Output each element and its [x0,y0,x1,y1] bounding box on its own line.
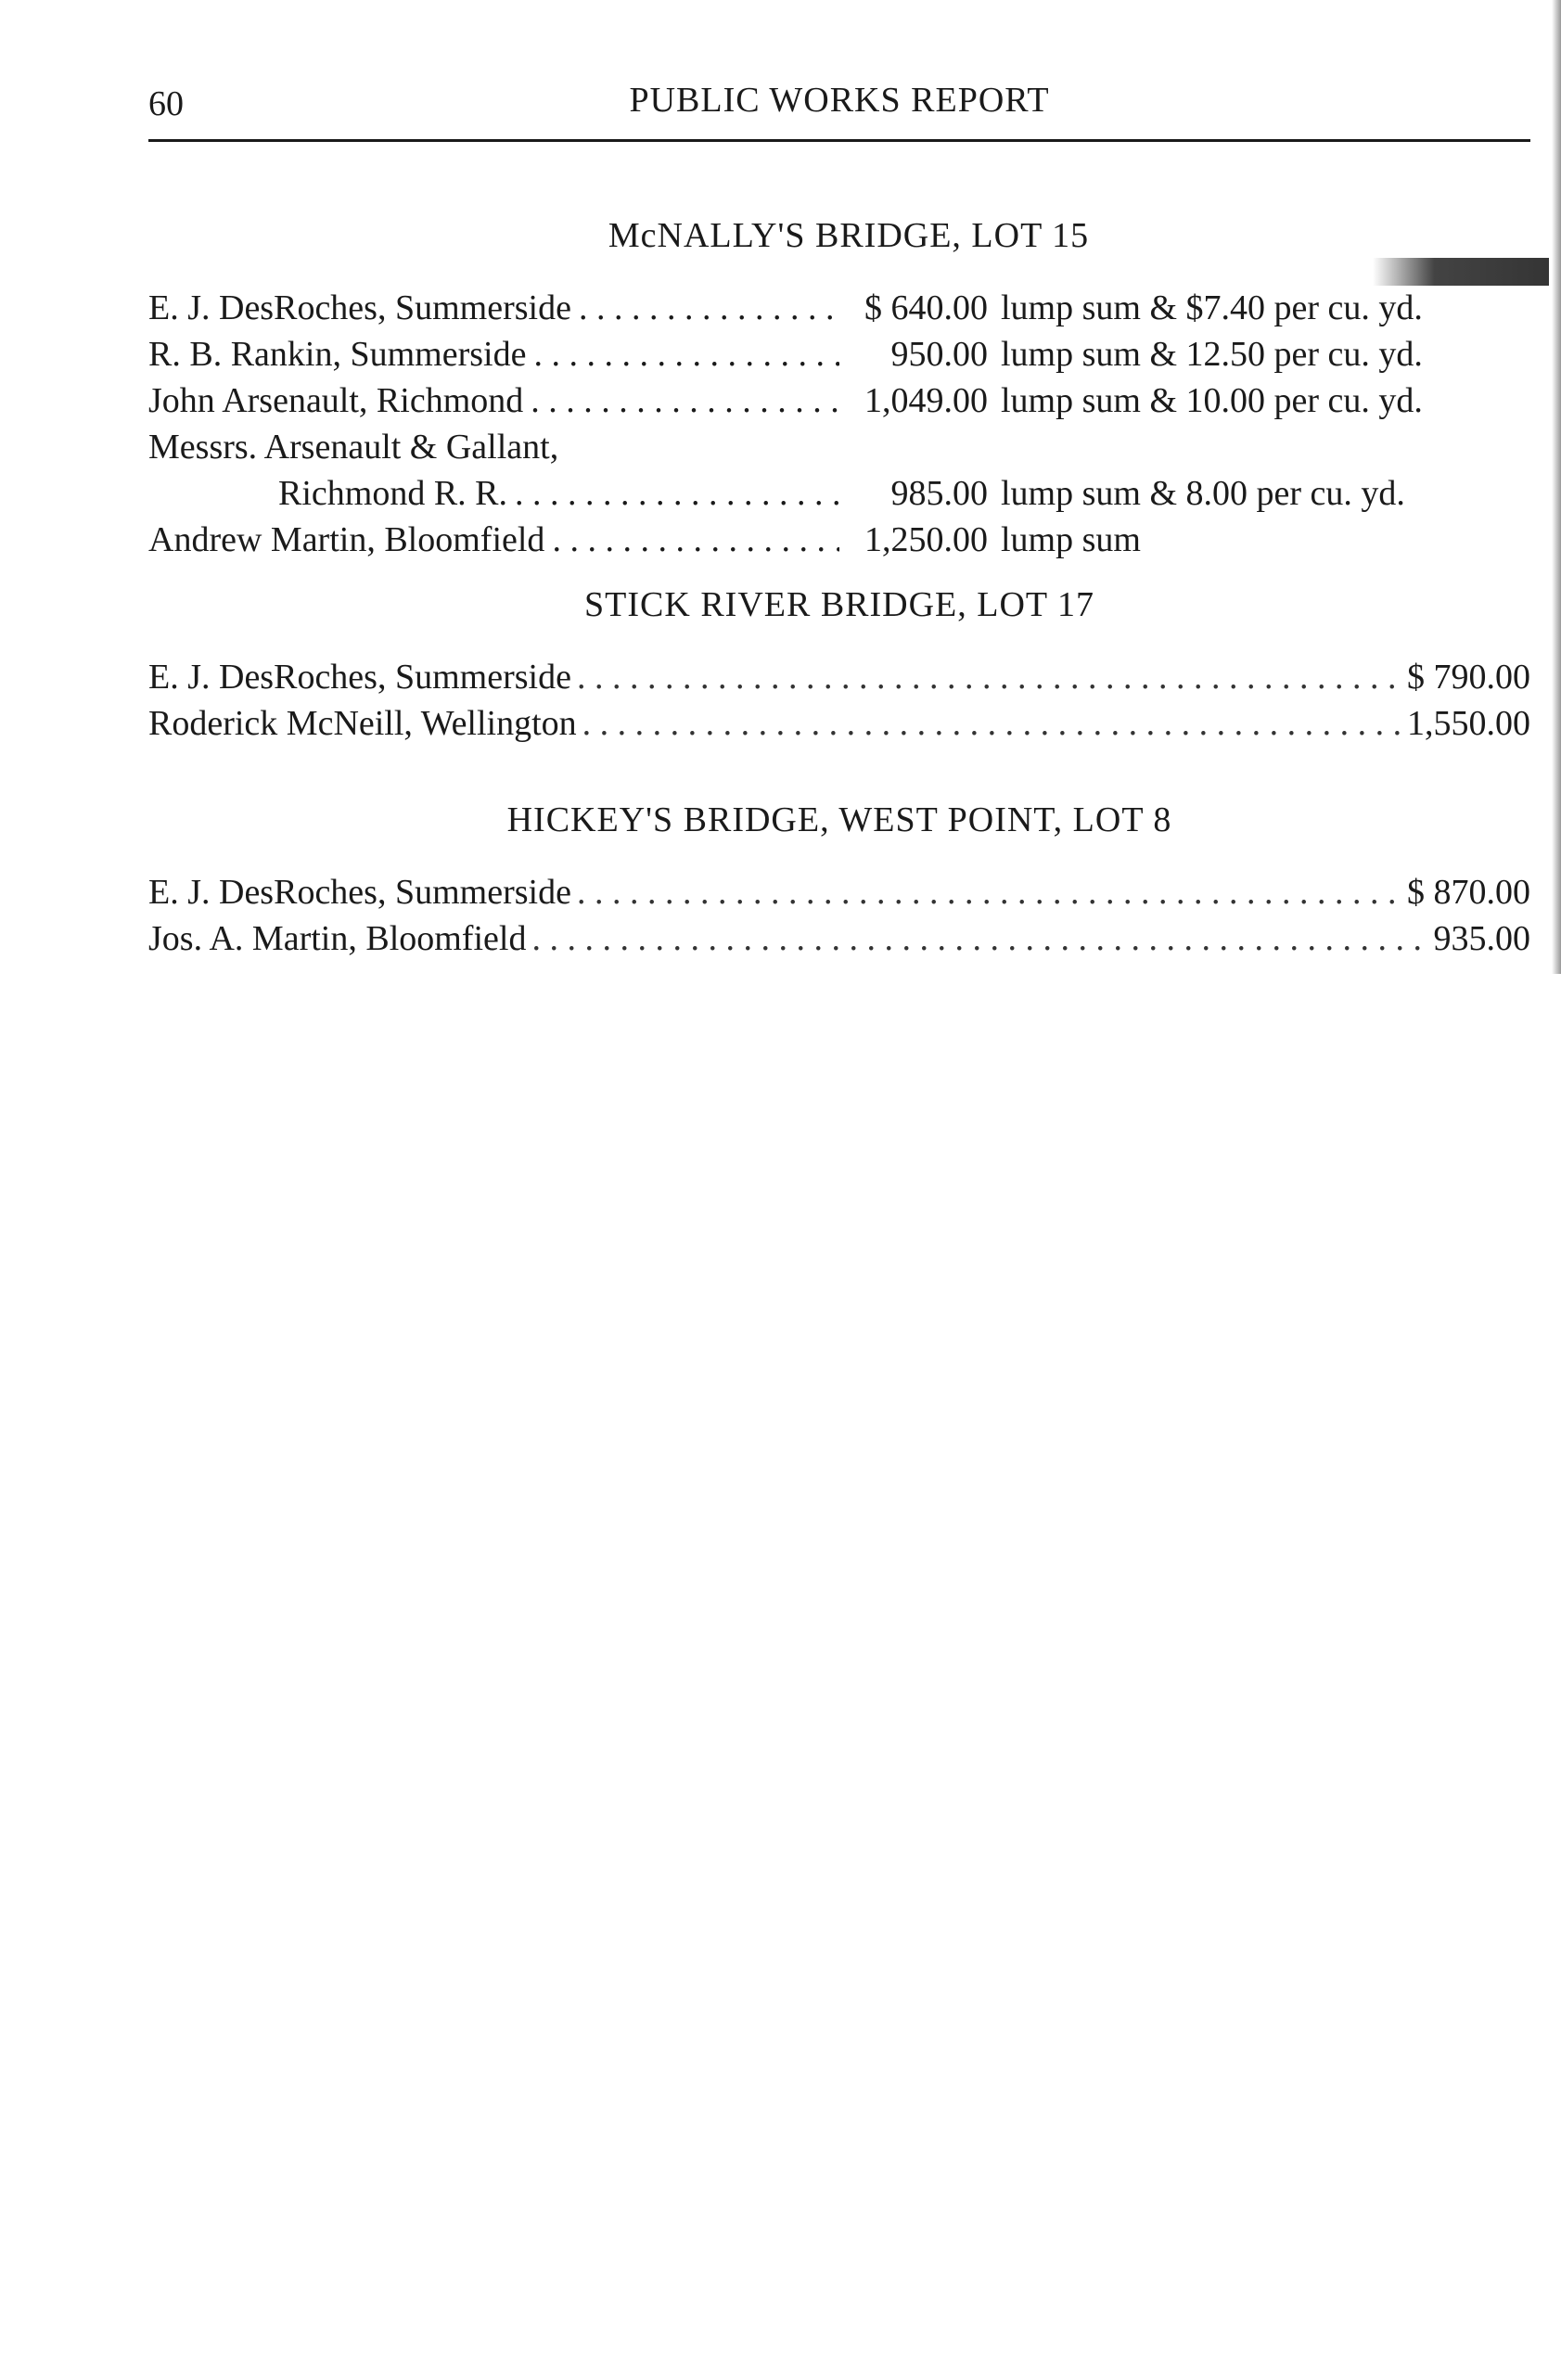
tender-row [148,473,1549,519]
dot-leader [579,288,839,328]
dot-leader [533,334,839,375]
section-hickeys-bridge [148,800,1530,965]
tender-row [148,519,1549,566]
tender-row [148,427,1549,473]
tenderer-name: Andrew Martin, Bloomfield [148,520,545,559]
tender-row [148,918,1530,965]
page-edge-shadow [1552,0,1561,974]
page-number: 60 [148,84,184,123]
tender-row [148,380,1549,427]
section-mcnallys-bridge [148,215,1549,566]
tenderer-name: E. J. DesRoches, Summerside [148,288,571,327]
tenderer-name: Richmond R. R. [278,474,508,513]
tenderer-name: R. B. Rankin, Summerside [148,335,527,374]
tender-row [148,703,1530,749]
tender-amount: 985.00 [890,474,988,513]
dot-leader [531,380,839,421]
tender-amount: 950.00 [890,335,988,374]
tenderer-name: Jos. A. Martin, Bloomfield [148,919,527,958]
tenderer-name: E. J. DesRoches, Summerside [148,658,571,697]
tender-row [148,334,1549,380]
dot-leader [577,872,1401,913]
tenderer-name: Messrs. Arsenault & Gallant, [148,428,559,467]
tender-row [148,872,1530,918]
tender-terms: lump sum [1001,520,1141,559]
tender-terms: lump sum & 10.00 per cu. yd. [1001,381,1423,420]
section-stick-river-bridge [148,584,1530,749]
header-rule [148,139,1530,142]
dot-leader [531,918,1427,959]
dot-leader [552,519,839,560]
page-header [148,72,1530,128]
tender-amount: $ 640.00 [864,288,988,327]
tender-row [148,288,1549,334]
dot-leader [582,703,1401,744]
tender-amount: 1,250.00 [864,520,988,559]
dot-leader [577,657,1401,697]
section-title: HICKEY'S BRIDGE, WEST POINT, LOT 8 [506,800,1172,839]
tender-amount: $ 870.00 [1407,873,1530,912]
section-title: STICK RIVER BRIDGE, LOT 17 [584,585,1094,624]
tender-amount: 935.00 [1433,919,1530,958]
tender-terms: lump sum & 12.50 per cu. yd. [1001,335,1423,374]
running-head: PUBLIC WORKS REPORT [629,81,1050,120]
tenderer-name: E. J. DesRoches, Summerside [148,873,571,912]
tender-terms: lump sum & $7.40 per cu. yd. [1001,288,1423,327]
tenderer-name: John Arsenault, Richmond [148,381,524,420]
tender-amount: $ 790.00 [1407,658,1530,697]
section-title: McNALLY'S BRIDGE, LOT 15 [608,216,1090,255]
dot-leader [515,473,839,514]
tender-terms: lump sum & 8.00 per cu. yd. [1001,474,1405,513]
tender-row [148,657,1530,703]
tender-amount: 1,049.00 [864,381,988,420]
tenderer-name: Roderick McNeill, Wellington [148,704,577,743]
tender-amount: 1,550.00 [1407,704,1530,743]
